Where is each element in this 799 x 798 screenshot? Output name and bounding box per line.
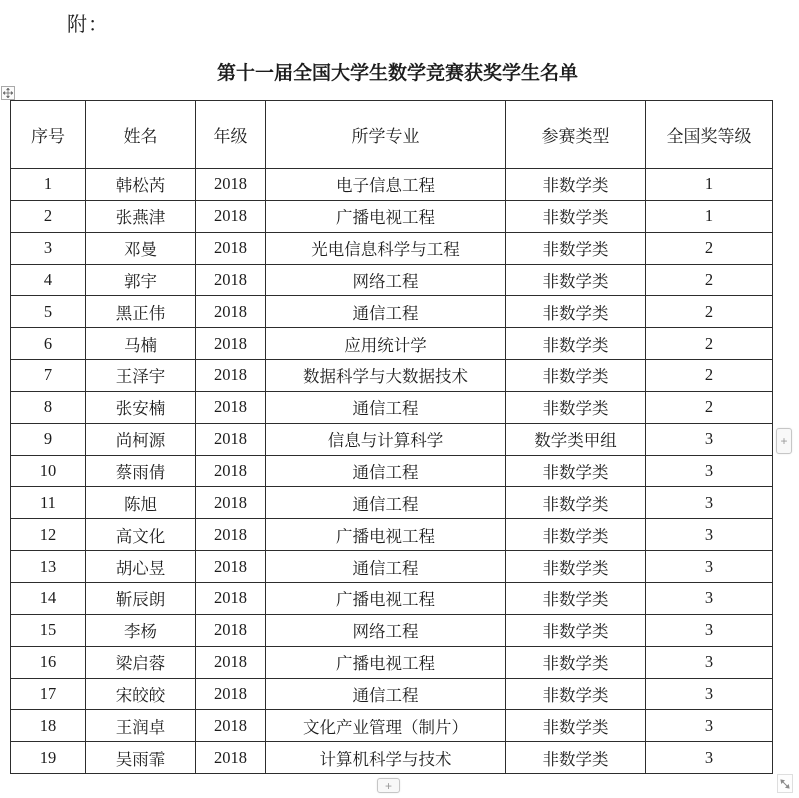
cell-name: 宋皎皎 (86, 678, 196, 710)
header-row (11, 101, 773, 169)
cell-grade: 2018 (196, 391, 266, 423)
cell-name: 王泽宇 (86, 360, 196, 392)
table-row (11, 455, 773, 487)
header-cell-index: 序号 (11, 101, 86, 169)
cell-major: 通信工程 (266, 296, 506, 328)
cell-name: 胡心昱 (86, 551, 196, 583)
cell-index: 7 (11, 360, 86, 392)
cell-index: 1 (11, 169, 86, 201)
cell-major: 应用统计学 (266, 328, 506, 360)
cell-award: 2 (646, 264, 773, 296)
cell-name: 蔡雨倩 (86, 455, 196, 487)
cell-grade: 2018 (196, 423, 266, 455)
cell-name: 张安楠 (86, 391, 196, 423)
cell-type: 非数学类 (506, 646, 646, 678)
cell-type: 非数学类 (506, 232, 646, 264)
cell-name: 吴雨霏 (86, 742, 196, 774)
cell-type: 非数学类 (506, 710, 646, 742)
cell-type: 非数学类 (506, 519, 646, 551)
cell-grade: 2018 (196, 551, 266, 583)
header-cell-grade: 年级 (196, 101, 266, 169)
cell-grade: 2018 (196, 678, 266, 710)
cell-award: 3 (646, 487, 773, 519)
cell-award: 1 (646, 200, 773, 232)
cell-award: 2 (646, 296, 773, 328)
cell-award: 3 (646, 519, 773, 551)
cell-major: 计算机科学与技术 (266, 742, 506, 774)
cell-name: 马楠 (86, 328, 196, 360)
cell-name: 黑正伟 (86, 296, 196, 328)
cell-award: 2 (646, 328, 773, 360)
cell-name: 张燕津 (86, 200, 196, 232)
cell-name: 王润卓 (86, 710, 196, 742)
cell-index: 17 (11, 678, 86, 710)
cell-award: 3 (646, 742, 773, 774)
cell-award: 3 (646, 678, 773, 710)
diagonal-resize-arrows-icon (780, 778, 790, 790)
cell-award: 3 (646, 423, 773, 455)
table-row (11, 232, 773, 264)
cell-grade: 2018 (196, 582, 266, 614)
cell-major: 通信工程 (266, 487, 506, 519)
table-move-handle[interactable] (1, 86, 15, 100)
table-row (11, 328, 773, 360)
cell-index: 2 (11, 200, 86, 232)
cell-type: 非数学类 (506, 391, 646, 423)
cell-grade: 2018 (196, 646, 266, 678)
cell-name: 陈旭 (86, 487, 196, 519)
table-row (11, 487, 773, 519)
table-row (11, 423, 773, 455)
cell-award: 2 (646, 360, 773, 392)
cell-award: 3 (646, 614, 773, 646)
header-cell-type: 参赛类型 (506, 101, 646, 169)
cell-index: 16 (11, 646, 86, 678)
table-row (11, 169, 773, 201)
cell-index: 5 (11, 296, 86, 328)
cell-type: 数学类甲组 (506, 423, 646, 455)
cell-type: 非数学类 (506, 487, 646, 519)
cell-grade: 2018 (196, 614, 266, 646)
cell-grade: 2018 (196, 169, 266, 201)
cell-index: 15 (11, 614, 86, 646)
table-resize-handle[interactable] (777, 774, 793, 793)
cell-major: 广播电视工程 (266, 519, 506, 551)
cell-index: 4 (11, 264, 86, 296)
cell-award: 2 (646, 391, 773, 423)
table-row (11, 360, 773, 392)
cell-award: 3 (646, 455, 773, 487)
cell-grade: 2018 (196, 360, 266, 392)
cell-name: 韩松芮 (86, 169, 196, 201)
table-row (11, 742, 773, 774)
cell-index: 19 (11, 742, 86, 774)
cell-major: 通信工程 (266, 551, 506, 583)
cell-major: 通信工程 (266, 678, 506, 710)
insert-row-button[interactable]: + (377, 778, 400, 793)
cell-grade: 2018 (196, 200, 266, 232)
table-row (11, 296, 773, 328)
table-row (11, 582, 773, 614)
cell-index: 6 (11, 328, 86, 360)
cell-major: 信息与计算科学 (266, 423, 506, 455)
table-row (11, 519, 773, 551)
cell-award: 3 (646, 710, 773, 742)
cell-name: 李杨 (86, 614, 196, 646)
table-row (11, 614, 773, 646)
cell-major: 广播电视工程 (266, 646, 506, 678)
cell-major: 广播电视工程 (266, 200, 506, 232)
cell-type: 非数学类 (506, 742, 646, 774)
cell-major: 数据科学与大数据技术 (266, 360, 506, 392)
table-row (11, 551, 773, 583)
cell-award: 3 (646, 582, 773, 614)
cell-name: 邓曼 (86, 232, 196, 264)
cell-index: 11 (11, 487, 86, 519)
cell-award: 3 (646, 551, 773, 583)
cell-index: 18 (11, 710, 86, 742)
cell-grade: 2018 (196, 264, 266, 296)
cell-name: 靳辰朗 (86, 582, 196, 614)
cell-type: 非数学类 (506, 614, 646, 646)
table-row (11, 678, 773, 710)
cell-major: 通信工程 (266, 455, 506, 487)
cell-grade: 2018 (196, 232, 266, 264)
cell-grade: 2018 (196, 455, 266, 487)
table-row (11, 646, 773, 678)
cell-grade: 2018 (196, 328, 266, 360)
move-cross-arrows-icon (3, 88, 13, 98)
cell-index: 3 (11, 232, 86, 264)
cell-index: 9 (11, 423, 86, 455)
cell-index: 8 (11, 391, 86, 423)
cell-grade: 2018 (196, 519, 266, 551)
cell-major: 网络工程 (266, 264, 506, 296)
cell-name: 郭宇 (86, 264, 196, 296)
cell-type: 非数学类 (506, 169, 646, 201)
cell-name: 尚柯源 (86, 423, 196, 455)
table-header (11, 101, 773, 169)
cell-type: 非数学类 (506, 296, 646, 328)
cell-index: 14 (11, 582, 86, 614)
insert-column-button[interactable]: + (776, 428, 792, 454)
cell-grade: 2018 (196, 710, 266, 742)
header-cell-award: 全国奖等级 (646, 101, 773, 169)
cell-type: 非数学类 (506, 264, 646, 296)
cell-type: 非数学类 (506, 551, 646, 583)
cell-major: 电子信息工程 (266, 169, 506, 201)
cell-index: 10 (11, 455, 86, 487)
cell-major: 网络工程 (266, 614, 506, 646)
cell-name: 高文化 (86, 519, 196, 551)
cell-index: 12 (11, 519, 86, 551)
header-cell-major: 所学专业 (266, 101, 506, 169)
cell-major: 文化产业管理（制片） (266, 710, 506, 742)
cell-name: 梁启蓉 (86, 646, 196, 678)
table-row (11, 391, 773, 423)
cell-type: 非数学类 (506, 455, 646, 487)
cell-type: 非数学类 (506, 582, 646, 614)
cell-award: 3 (646, 646, 773, 678)
table-row (11, 710, 773, 742)
cell-grade: 2018 (196, 296, 266, 328)
cell-grade: 2018 (196, 487, 266, 519)
table-row (11, 200, 773, 232)
cell-major: 通信工程 (266, 391, 506, 423)
table-body (11, 169, 773, 774)
cell-major: 广播电视工程 (266, 582, 506, 614)
award-students-table (10, 100, 773, 774)
cell-index: 13 (11, 551, 86, 583)
page-title: 第十一届全国大学生数学竞赛获奖学生名单 (216, 63, 578, 84)
header-cell-name: 姓名 (86, 101, 196, 169)
cell-award: 1 (646, 169, 773, 201)
table-row (11, 264, 773, 296)
cell-type: 非数学类 (506, 678, 646, 710)
cell-type: 非数学类 (506, 200, 646, 232)
cell-type: 非数学类 (506, 360, 646, 392)
cell-major: 光电信息科学与工程 (266, 232, 506, 264)
cell-award: 2 (646, 232, 773, 264)
cell-grade: 2018 (196, 742, 266, 774)
attachment-label: 附： (67, 14, 109, 36)
cell-type: 非数学类 (506, 328, 646, 360)
